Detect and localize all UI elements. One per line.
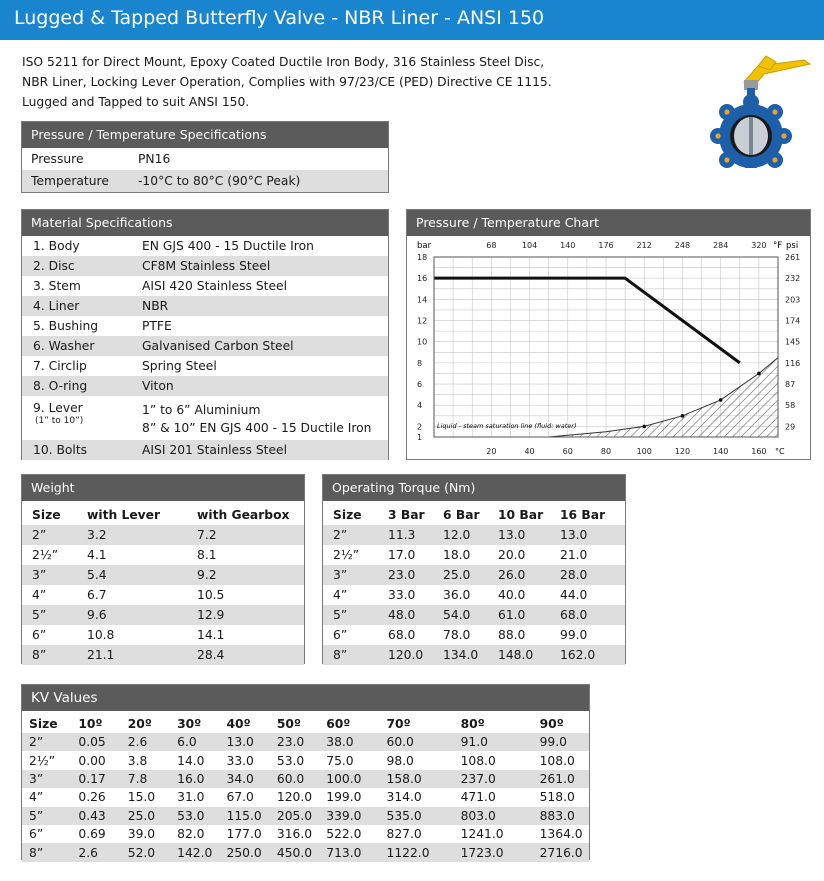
y-tick-label: 18 — [417, 253, 428, 262]
lever-label: 9. Lever — [33, 401, 83, 415]
value-cell: 1723.0 — [460, 845, 504, 860]
top-tick-label: 212 — [636, 241, 652, 250]
table-row — [22, 565, 304, 585]
material-value: PTFE — [142, 319, 172, 333]
size-cell: 2½” — [32, 548, 59, 562]
panel-title: Pressure / Temperature Specifications — [22, 122, 388, 148]
value-cell: 38.0 — [326, 735, 354, 750]
size-cell: 6” — [29, 827, 44, 842]
x-tick-label: 120 — [674, 447, 691, 456]
size-cell: 8” — [333, 648, 348, 662]
value-cell: 39.0 — [127, 827, 156, 842]
value-cell: 115.0 — [226, 808, 262, 823]
right-tick-label: 232 — [785, 274, 801, 284]
value-cell: 36.0 — [443, 588, 471, 602]
top-tick-label: 320 — [751, 241, 767, 250]
value-cell: 6.0 — [177, 735, 197, 750]
value-cell: 10.8 — [87, 628, 115, 642]
value-cell: 14.0 — [177, 753, 205, 768]
right-axis-unit: psi — [786, 241, 799, 251]
column-header: 10 Bar — [498, 508, 544, 522]
pressure-temperature-chart — [407, 236, 810, 459]
table-row — [22, 788, 589, 806]
material-row — [22, 356, 388, 376]
top-tick-label: 68 — [486, 241, 497, 250]
panel-title: KV Values — [22, 685, 589, 711]
column-header: 90º — [539, 716, 564, 731]
column-header: Size — [333, 508, 362, 522]
column-header: 6 Bar — [443, 508, 480, 522]
value-cell: 314.0 — [386, 790, 422, 805]
y-tick-label: 4 — [417, 401, 423, 411]
value-cell: 68.0 — [560, 608, 588, 622]
value-cell: 13.0 — [498, 528, 526, 542]
y-tick-label: 6 — [417, 380, 423, 390]
panel-title: Weight — [22, 475, 304, 501]
material-part: 2. Disc — [33, 258, 75, 273]
value-cell: 237.0 — [460, 771, 496, 786]
value-cell: 28.0 — [560, 568, 588, 582]
lever-size-range: (1” to 10”) — [35, 416, 84, 426]
size-cell: 3” — [32, 568, 47, 582]
spec-value: -10°C to 80°C (90°C Peak) — [138, 174, 301, 188]
spec-label: Pressure — [31, 152, 84, 166]
lever-value-small: 1” to 6” Aluminium — [142, 403, 261, 417]
table-row — [323, 585, 625, 605]
right-tick-label: 203 — [785, 295, 801, 305]
table-header-row — [22, 501, 304, 525]
spec-value: PN16 — [138, 152, 171, 166]
description-line: NBR Liner, Locking Lever Operation, Complies with 97/23/CE (PED) Directive CE 1115. — [22, 75, 552, 89]
value-cell: 1241.0 — [460, 827, 504, 842]
page-title: Lugged & Tapped Butterfly Valve - NBR Liner - ANSI 150 — [14, 7, 545, 29]
right-tick-label: 145 — [785, 337, 801, 347]
size-cell: 8” — [32, 648, 47, 662]
size-cell: 6” — [32, 628, 47, 642]
material-value: Viton — [142, 379, 174, 393]
value-cell: 199.0 — [326, 790, 362, 805]
left-axis-unit: bar — [417, 241, 432, 251]
table-row — [323, 605, 625, 625]
material-row — [22, 296, 388, 316]
spec-row — [22, 170, 388, 192]
y-tick-label: 8 — [417, 358, 423, 368]
value-cell: 339.0 — [326, 808, 362, 823]
value-cell: 48.0 — [388, 608, 416, 622]
material-part: 8. O-ring — [33, 378, 88, 393]
column-header: 50º — [276, 716, 301, 731]
size-cell: 3” — [333, 568, 348, 582]
value-cell: 44.0 — [560, 588, 588, 602]
material-value: EN GJS 400 - 15 Ductile Iron — [142, 239, 314, 253]
right-tick-label: 116 — [785, 358, 801, 368]
value-cell: 17.0 — [388, 548, 416, 562]
value-cell: 0.05 — [78, 735, 106, 750]
value-cell: 21.0 — [560, 548, 588, 562]
table-row — [323, 525, 625, 545]
value-cell: 2.6 — [78, 845, 98, 860]
value-cell: 99.0 — [560, 628, 588, 642]
material-row — [22, 336, 388, 356]
value-cell: 471.0 — [460, 790, 496, 805]
value-cell: 827.0 — [386, 827, 422, 842]
material-value: Galvanised Carbon Steel — [142, 339, 294, 353]
right-tick-label: 29 — [785, 422, 796, 432]
top-tick-label: 140 — [560, 241, 576, 250]
value-cell: 15.0 — [127, 790, 156, 805]
material-part: 6. Washer — [33, 338, 95, 353]
y-tick-label: 2 — [417, 422, 423, 432]
material-row — [22, 440, 388, 460]
column-header: 80º — [460, 716, 485, 731]
butterfly-valve-image — [700, 52, 812, 168]
table-row — [22, 733, 589, 751]
size-cell: 6” — [333, 628, 348, 642]
column-header: 20º — [127, 716, 152, 731]
table-row — [22, 625, 304, 645]
value-cell: 4.1 — [87, 548, 107, 562]
size-cell: 5” — [333, 608, 348, 622]
column-header: 30º — [177, 716, 202, 731]
table-row — [22, 825, 589, 843]
x-tick-label: 160 — [751, 447, 767, 456]
value-cell: 316.0 — [276, 827, 313, 842]
material-value: AISI 201 Stainless Steel — [142, 443, 288, 457]
table-row — [22, 605, 304, 625]
value-cell: 148.0 — [498, 648, 534, 662]
pressure-temperature-chart-panel — [406, 209, 811, 460]
value-cell: 54.0 — [443, 608, 471, 622]
material-part: 7. Circlip — [33, 358, 87, 373]
column-header: Size — [29, 716, 58, 731]
table-row — [22, 770, 589, 788]
value-cell: 250.0 — [226, 845, 262, 860]
material-part — [33, 401, 142, 426]
value-cell: 28.4 — [197, 648, 225, 662]
value-cell: 0.69 — [78, 827, 106, 842]
value-cell: 61.0 — [498, 608, 526, 622]
material-value: Spring Steel — [142, 359, 217, 373]
product-description — [22, 52, 582, 112]
value-cell: 522.0 — [326, 827, 362, 842]
column-header: 60º — [326, 716, 351, 731]
value-cell: 31.0 — [177, 790, 205, 805]
value-cell: 3.8 — [127, 753, 148, 768]
saturation-annotation: Liquid - steam saturation line (fluid: water) — [437, 422, 577, 430]
table-row — [22, 843, 589, 861]
value-cell: 142.0 — [177, 845, 213, 860]
material-part: 1. Body — [33, 238, 80, 253]
x-tick-label: 140 — [713, 447, 729, 456]
value-cell: 158.0 — [386, 771, 422, 786]
saturation-marker — [719, 398, 723, 402]
value-cell: 134.0 — [443, 648, 479, 662]
value-cell: 7.8 — [127, 771, 148, 786]
value-cell: 9.2 — [197, 568, 217, 582]
column-header: 70º — [386, 716, 411, 731]
value-cell: 8.1 — [197, 548, 217, 562]
material-part: 10. Bolts — [33, 442, 88, 457]
table-row — [323, 565, 625, 585]
lever-value-large: 8” & 10” EN GJS 400 - 15 Ductile Iron — [142, 421, 372, 435]
value-cell: 26.0 — [498, 568, 526, 582]
value-cell: 120.0 — [276, 790, 313, 805]
material-value — [142, 401, 371, 437]
table-row — [22, 545, 304, 565]
chart-title: Pressure / Temperature Chart — [407, 210, 810, 236]
size-cell: 2” — [29, 735, 44, 750]
saturation-marker — [757, 372, 761, 376]
pressure-temperature-specs-panel — [21, 121, 389, 193]
saturation-marker — [681, 414, 685, 418]
column-header: with Gearbox — [197, 508, 290, 522]
value-cell: 23.0 — [276, 735, 305, 750]
material-part: 3. Stem — [33, 278, 81, 293]
material-row-lever — [22, 396, 388, 440]
value-cell: 75.0 — [326, 753, 354, 768]
value-cell: 88.0 — [498, 628, 526, 642]
value-cell: 108.0 — [539, 753, 575, 768]
table-row — [22, 751, 589, 769]
value-cell: 91.0 — [460, 735, 488, 750]
value-cell: 120.0 — [388, 648, 424, 662]
top-tick-label: 248 — [674, 241, 691, 250]
material-specs-panel — [21, 209, 389, 460]
material-row — [22, 316, 388, 336]
value-cell: 13.0 — [226, 735, 254, 750]
material-value: NBR — [142, 299, 169, 313]
value-cell: 2.6 — [127, 735, 148, 750]
value-cell: 205.0 — [276, 808, 313, 823]
top-axis-unit: °F — [773, 241, 783, 251]
value-cell: 10.5 — [197, 588, 225, 602]
value-cell: 7.2 — [197, 528, 217, 542]
value-cell: 5.4 — [87, 568, 107, 582]
size-cell: 3” — [29, 771, 44, 786]
right-tick-label: 261 — [785, 253, 801, 262]
description-line: Lugged and Tapped to suit ANSI 150. — [22, 95, 250, 109]
table-row — [22, 807, 589, 825]
table-row — [323, 545, 625, 565]
panel-title: Operating Torque (Nm) — [323, 475, 625, 501]
table-header-row — [323, 501, 625, 525]
value-cell: 518.0 — [539, 790, 575, 805]
panel-title: Material Specifications — [22, 210, 388, 236]
x-tick-label: 60 — [562, 447, 573, 456]
right-tick-label: 58 — [785, 401, 796, 411]
value-cell: 535.0 — [386, 808, 422, 823]
table-row — [323, 645, 625, 665]
top-tick-label: 176 — [598, 241, 614, 250]
column-header: 40º — [226, 716, 251, 731]
table-header-row — [22, 711, 589, 733]
value-cell: 261.0 — [539, 771, 575, 786]
table-row — [22, 645, 304, 665]
material-value: CF8M Stainless Steel — [142, 259, 271, 273]
value-cell: 1364.0 — [539, 827, 583, 842]
material-row — [22, 256, 388, 276]
y-tick-label: 16 — [417, 274, 428, 284]
column-header: 3 Bar — [388, 508, 425, 522]
material-row — [22, 376, 388, 396]
y-tick-label: 1 — [417, 433, 423, 442]
y-tick-label: 12 — [417, 316, 428, 326]
value-cell: 0.00 — [78, 753, 106, 768]
column-header: 16 Bar — [560, 508, 606, 522]
value-cell: 0.43 — [78, 808, 106, 823]
value-cell: 162.0 — [560, 648, 596, 662]
x-tick-label: 40 — [524, 447, 535, 456]
value-cell: 20.0 — [498, 548, 526, 562]
value-cell: 9.6 — [87, 608, 107, 622]
value-cell: 3.2 — [87, 528, 107, 542]
description-line: ISO 5211 for Direct Mount, Epoxy Coated Ductile Iron Body, 316 Stainless Steel Disc, — [22, 55, 545, 69]
value-cell: 60.0 — [276, 771, 305, 786]
top-tick-label: 284 — [713, 241, 729, 250]
value-cell: 450.0 — [276, 845, 313, 860]
value-cell: 18.0 — [443, 548, 471, 562]
value-cell: 21.1 — [87, 648, 115, 662]
table-row — [323, 625, 625, 645]
x-tick-label: 100 — [636, 447, 652, 456]
value-cell: 60.0 — [386, 735, 414, 750]
material-part: 5. Bushing — [33, 318, 99, 333]
right-tick-label: 87 — [785, 380, 796, 390]
value-cell: 25.0 — [127, 808, 156, 823]
bottom-axis-unit: °C — [775, 447, 785, 456]
value-cell: 33.0 — [226, 753, 254, 768]
weight-panel — [21, 474, 305, 664]
value-cell: 68.0 — [388, 628, 416, 642]
spec-row — [22, 148, 388, 170]
value-cell: 803.0 — [460, 808, 496, 823]
kv-values-panel — [21, 684, 590, 860]
x-tick-label: 20 — [486, 447, 497, 456]
value-cell: 713.0 — [326, 845, 362, 860]
value-cell: 13.0 — [560, 528, 588, 542]
saturation-marker — [642, 425, 646, 429]
y-tick-label: 14 — [417, 295, 428, 305]
size-cell: 5” — [32, 608, 47, 622]
size-cell: 4” — [29, 790, 44, 805]
value-cell: 1122.0 — [386, 845, 430, 860]
value-cell: 82.0 — [177, 827, 205, 842]
value-cell: 0.26 — [78, 790, 106, 805]
operating-torque-panel — [322, 474, 626, 664]
size-cell: 5” — [29, 808, 44, 823]
right-tick-label: 174 — [785, 316, 801, 326]
size-cell: 2” — [333, 528, 348, 542]
material-part: 4. Liner — [33, 298, 80, 313]
value-cell: 108.0 — [460, 753, 496, 768]
size-cell: 2” — [32, 528, 47, 542]
size-cell: 2½” — [333, 548, 360, 562]
value-cell: 67.0 — [226, 790, 254, 805]
value-cell: 883.0 — [539, 808, 575, 823]
header-bar — [0, 0, 824, 40]
material-row — [22, 276, 388, 296]
kv-table-body — [22, 733, 589, 862]
value-cell: 52.0 — [127, 845, 156, 860]
value-cell: 14.1 — [197, 628, 225, 642]
value-cell: 11.3 — [388, 528, 416, 542]
value-cell: 177.0 — [226, 827, 262, 842]
value-cell: 12.0 — [443, 528, 471, 542]
value-cell: 23.0 — [388, 568, 416, 582]
size-cell: 2½” — [29, 753, 56, 768]
value-cell: 12.9 — [197, 608, 225, 622]
value-cell: 100.0 — [326, 771, 362, 786]
value-cell: 34.0 — [226, 771, 254, 786]
value-cell: 40.0 — [498, 588, 526, 602]
value-cell: 16.0 — [177, 771, 205, 786]
value-cell: 53.0 — [177, 808, 205, 823]
x-tick-label: 80 — [600, 447, 612, 456]
material-row — [22, 236, 388, 256]
column-header: Size — [32, 508, 61, 522]
y-tick-label: 10 — [417, 337, 428, 347]
value-cell: 6.7 — [87, 588, 107, 602]
size-cell: 4” — [32, 588, 47, 602]
top-tick-label: 104 — [521, 241, 538, 250]
value-cell: 2716.0 — [539, 845, 583, 860]
value-cell: 53.0 — [276, 753, 305, 768]
table-row — [22, 585, 304, 605]
table-row — [22, 525, 304, 545]
value-cell: 78.0 — [443, 628, 471, 642]
column-header: with Lever — [87, 508, 161, 522]
value-cell: 98.0 — [386, 753, 414, 768]
value-cell: 33.0 — [388, 588, 416, 602]
size-cell: 8” — [29, 845, 44, 860]
value-cell: 0.17 — [78, 771, 106, 786]
spec-label: Temperature — [31, 174, 109, 188]
value-cell: 25.0 — [443, 568, 471, 582]
material-value: AISI 420 Stainless Steel — [142, 279, 288, 293]
column-header: 10º — [78, 716, 103, 731]
size-cell: 4” — [333, 588, 348, 602]
value-cell: 99.0 — [539, 735, 567, 750]
